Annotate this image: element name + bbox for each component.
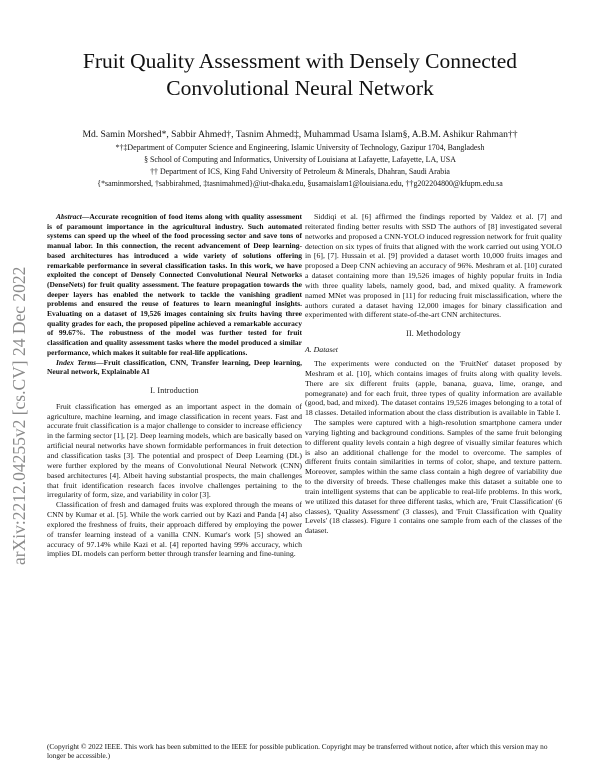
author-emails: {*saminmorshed, †sabbirahmed, ‡tasnimahmed}@iut-dhaka.edu, §usamaislam1@louisiana.edu, ††g202204800@kfupm.edu.sa [97,179,503,188]
author-list: Md. Samin Morshed*, Sabbir Ahmed†, Tasnim Ahmed‡, Muhammad Usama Islam§, A.B.M. Ashikur Rahman†† [82,129,518,140]
abstract [47,212,302,358]
paragraph: The samples were captured with a high-resolution smartphone camera under varying lighting and background conditions. Samples of the same fruit belonging to different quality levels contain a high degree of visually similar features which is also an additional challenge for the model to overcome. The samples of different fruits contain similarities in terms of color, shape, and texture pattern. Moreover, samples within the same class contain a high degree of variability due to the diversity of breeds. These challenges make this dataset a suitable one to train intelligent systems that can be applicable to real-life problems. In this work, we utilized this dataset for three different tasks, which are, 'Fruit Classification' (6 classes), 'Quality Assessment' (3 classes), and 'Fruit Classification with Quality Levels' (18 classes). Figure 1 contains one sample from each of the classes of the dataset. [305,418,562,536]
affiliation-1: *†‡Department of Computer Science and Engineering, Islamic University of Technology, Gazipur 1704, Bangladesh [115,143,485,152]
right-column [305,212,562,536]
affiliation-2: § School of Computing and Informatics, University of Louisiana at Lafayette, Lafayette, LA, USA [144,155,456,164]
copyright-notice: (Copyright © 2022 IEEE. This work has been submitted to the IEEE for possible publication. Copyright may be transferred without notice, after which this version may no longer be accessible.) [47,742,548,761]
paragraph: The experiments were conducted on the 'FruitNet' dataset proposed by Meshram et al. [10], which contains images of fruits along with quality levels. There are six different fruits (apple, banana, guava, lime, orange, and pomegranate) and for each fruit, three types of quality information are available (good, bad, and mixed). The dataset contains 19,526 images belonging to a total of 18 classes. Detailed information about the class distribution is available in Table I. [305,358,562,418]
index-terms [47,358,302,377]
paragraph: Fruit classification has emerged as an important aspect in the domain of agriculture, machine learning, and image classification in recent years. Fast and accurate fruit classification is a major challenge to consider to increase efficiency in the farming sector [1], [2]. Deep learning models, which are basically based on artificial neural networks have shown formidable performances in fruit detection and classification tasks [3]. The potential and prospect of Deep Learning (DL) were further explored by the means of Convolutional Neural Network (CNN) based architectures [4]. Albeit having substantial prospects, the main challenges that fruit identification research faces involve challenges pertaining to the irregularity of form, size, and variability in color [3]. [47,401,302,500]
abstract-text: —Accurate recognition of food items along with quality assessment is of paramount importance in the agricultural industry. Such automated systems can speed up the wheel of the food processing sector and save tons of manual labor. In this connection, the recent advancement of Deep learning-based architectures has introduced a wide variety of solutions offering remarkable performance in several classification tasks. In this work, we have exploited the concept of Densely Connected Convolutional Neural Networks (DenseNets) for fruit quality assessment. The feature propagation towards the deeper layers has enabled the network to tackle the vanishing gradient problems and ensured the reuse of features to learn meaningful insights. Evaluating on a dataset of 19,526 images containing six fruits having three quality grades for each, the proposed pipeline achieved a remarkable accuracy of 99.67%. The robustness of the model was further tested for fruit classification and quality assessment tasks where the model produced a similar performance, which makes it suitable for real-life applications. [47,212,302,357]
paragraph: Siddiqi et al. [6] affirmed the findings reported by Valdez et al. [7] and reiterated finding better results with SSD The authors of [8] investigated several networks and proposed a CNN-YOLO induced regression network for fruit quality detection on six types of fruits that aligned with the work carried out using YOLO in [6], [7]. Hussain et al. [9] provided a dataset worth 10,000 fruits images and proposed a Deep CNN achieving an accuracy of 96%. Meshram et al. [10] curated a dataset containing more than 19,526 images of highly popular fruits in India with three quality labels, namely good, bad, and mixed quality. A framework named MNet was proposed in [11] for reducing fruit misclassification, where the authors curated a dataset having 12,000 images for binary classification and experimented with different state-of-the-art CNN architectures. [305,212,562,320]
section-heading-methodology: II. Methodology [406,329,461,339]
index-terms-label: Index Terms [56,357,97,367]
index-terms-text: —Fruit classification, CNN, Transfer learning, Deep learning, Neural network, Explainable AI [47,357,302,377]
arxiv-identifier[interactable]: arXiv:2212.04255v2 [cs.CV] 24 Dec 2022 [9,266,29,565]
abstract-label: Abstract [56,212,82,221]
subsection-heading-dataset: A. Dataset [305,345,338,355]
paragraph: Classification of fresh and damaged fruits was explored through the means of CNN by Kumar et al. [5]. While the work carried out by Kazi and Panda [4] also explored the freshness of fruits, their approach differed by employing the power of transfer learning instead of a vanilla CNN. Kumar's work [5] showed an accuracy of 97.14% while Kazi et al. [4] reported having 99% accuracy, which implies DL models can perform better through transfer learning and fine-tuning. [47,500,302,559]
left-column [47,212,302,559]
paper-title: Fruit Quality Assessment with Densely Connected Convolutional Neural Network [82,49,518,100]
section-heading-introduction: I. Introduction [150,385,199,395]
affiliation-3: †† Department of ICS, King Fahd University of Petroleum & Minerals, Dhahran, Saudi Arabia [150,167,450,176]
